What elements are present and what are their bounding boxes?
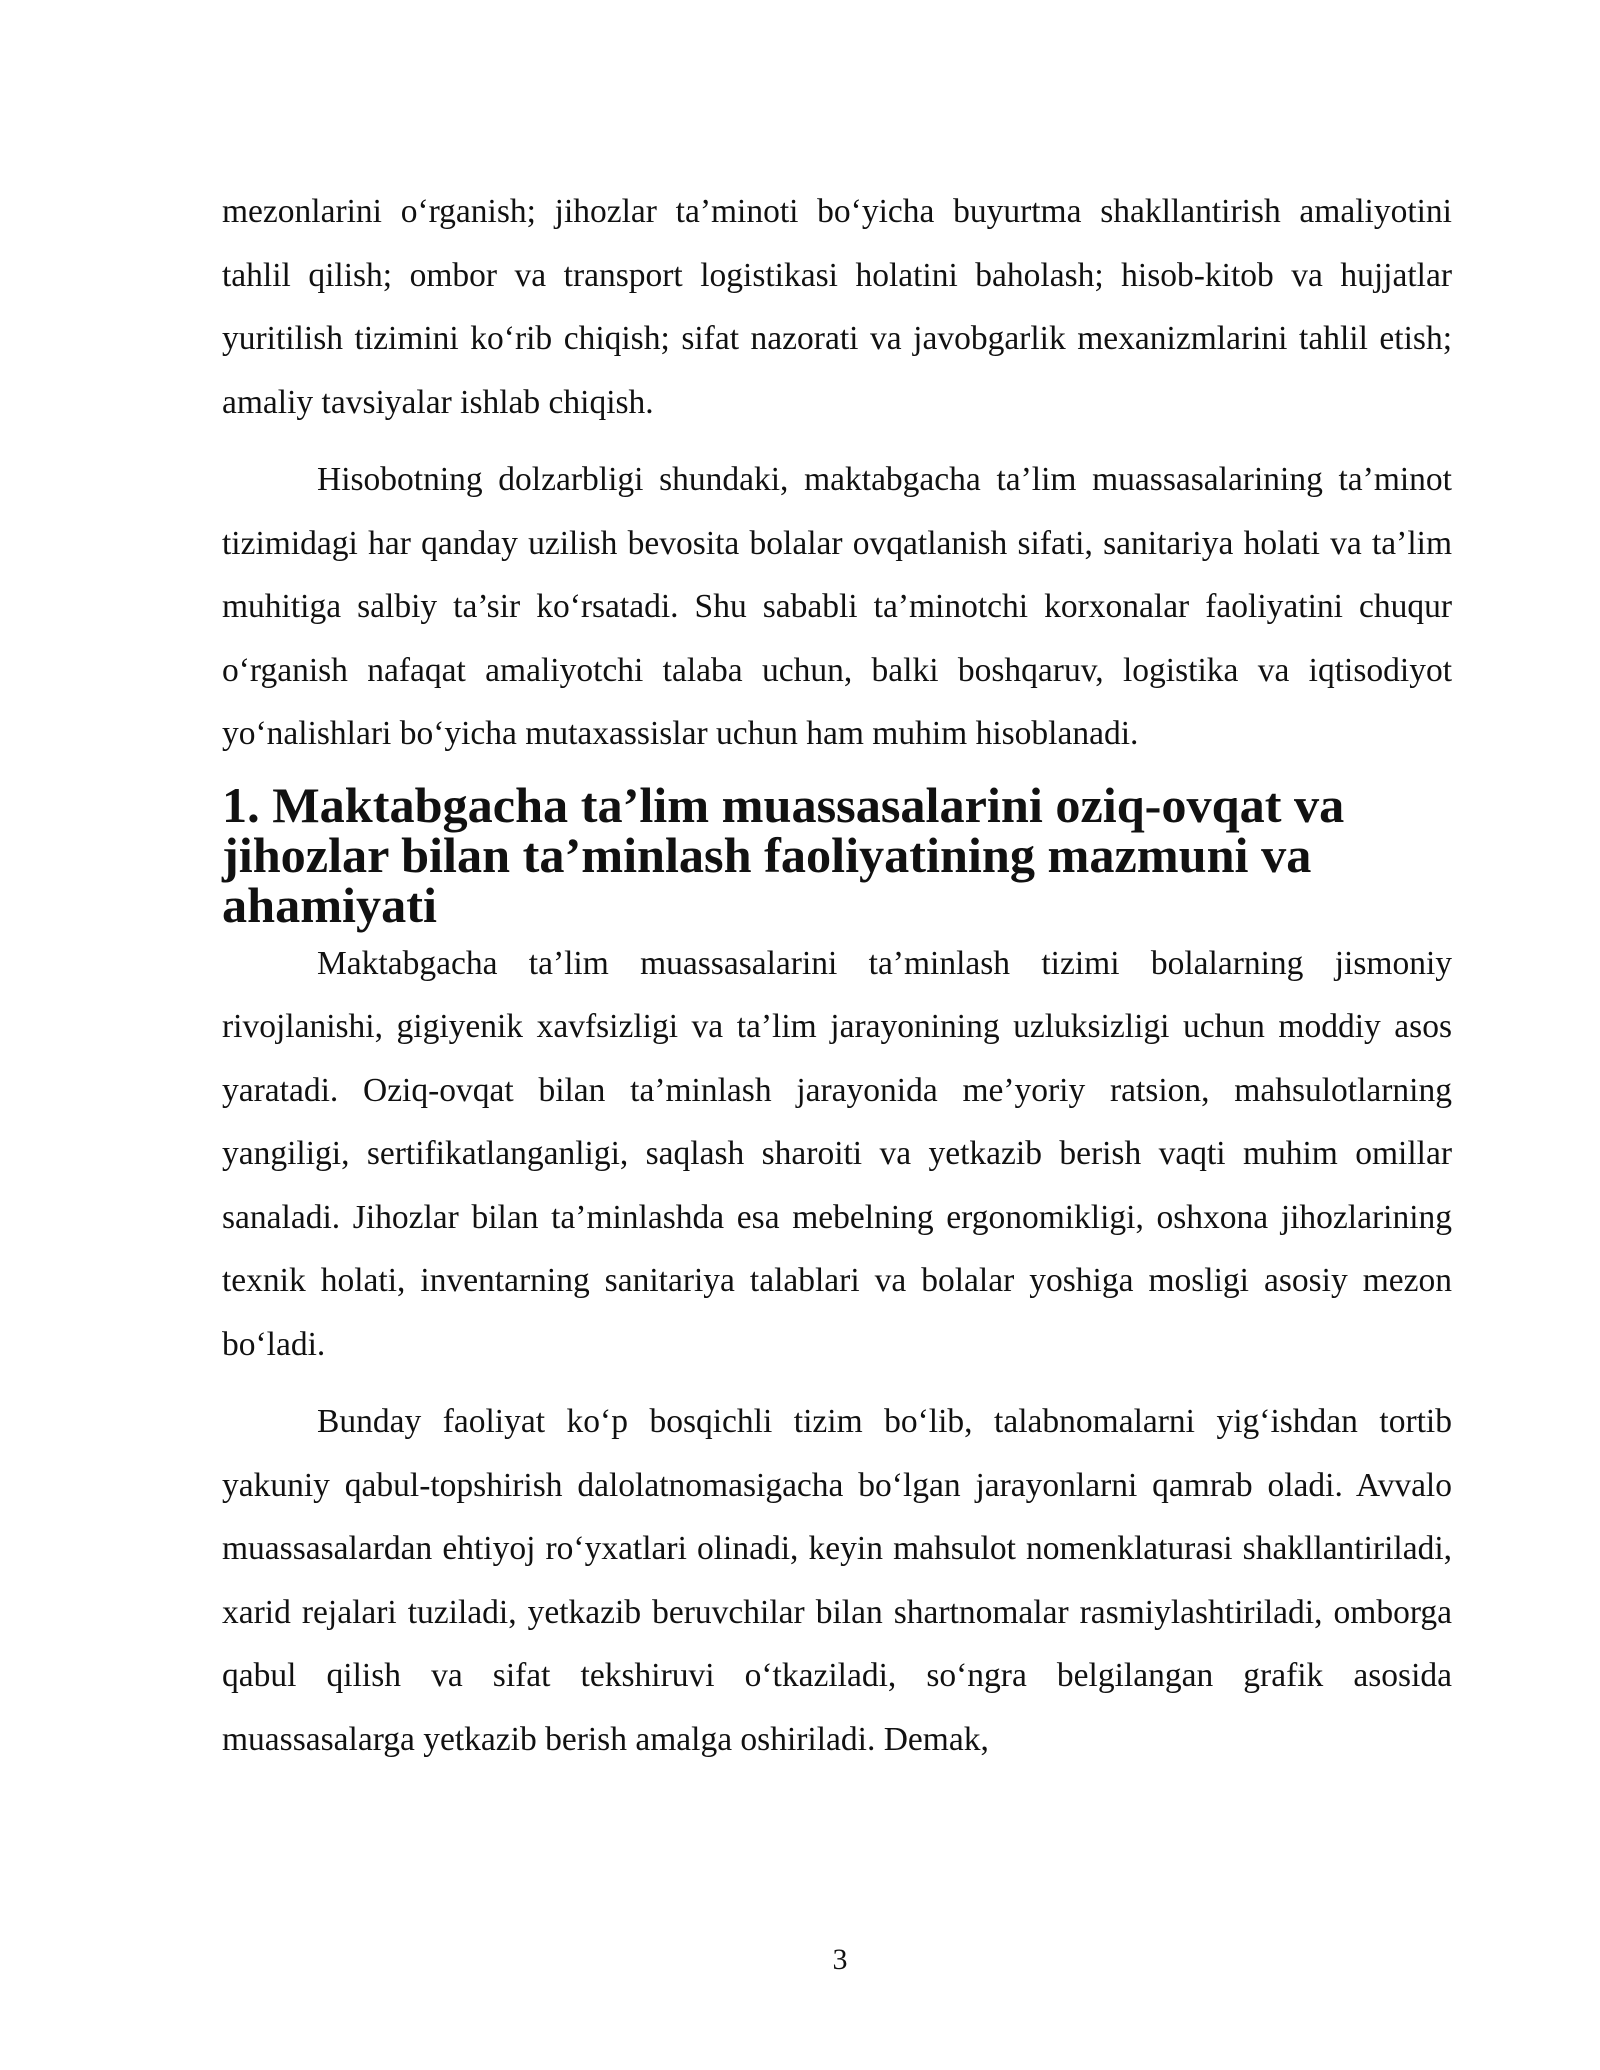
paragraph-multistage-process: Bunday faoliyat ko‘p bosqichli tizim bo‘lib, talabnomalarni yig‘ishdan tortib yakuniy qabul-topshirish dalolatnomasigacha bo‘lgan jarayonlarni qamrab oladi. Avvalo muassasalardan ehtiyoj ro‘yxatlari olinadi, keyin mahsulot nomenklaturasi shakllantiriladi, xarid rejalari tuziladi, yetkazib beruvchilar bilan shartnomalar rasmiylashtiriladi, omborga qabul qilish va sifat tekshiruvi o‘tkaziladi, so‘ngra belgilangan grafik asosida muassasalarga yetkazib berish amalga oshiriladi. Demak,	[222, 1403, 1452, 1758]
paragraph-supply-system: Maktabgacha ta’lim muassasalarini ta’minlash tizimi bolalarning jismoniy rivojlanishi, gigiyenik xavfsizligi va ta’lim jarayonining uzluksizligi uchun moddiy asos yaratadi. Oziq-ovqat bilan ta’minlash jarayonida me’yoriy ratsion, mahsulotlarning yangiligi, sertifikatlanganligi, saqlash sharoiti va yetkazib berish vaqti muhim omillar sanaladi. Jihozlar bilan ta’minlashda esa mebelning ergonomikligi, oshxona jihozlarining texnik holati, inventarning sanitariya talablari va bolalar yoshiga mosligi asosiy mezon bo‘ladi.	[222, 944, 1452, 1363]
page-number: 3	[832, 1943, 848, 1976]
paragraph-relevance: Hisobotning dolzarbligi shundaki, maktabgacha ta’lim muassasalarining ta’minot tizimidagi har qanday uzilish bevosita bolalar ovqatlanish sifati, sanitariya holati va ta’lim muhitiga salbiy ta’sir ko‘rsatadi. Shu sababli ta’minotchi korxonalar faoliyatini chuqur o‘rganish nafaqat amaliyotchi talaba uchun, balki boshqaruv, logistika va iqtisodiyot yo‘nalishlari bo‘yicha mutaxassislar uchun ham muhim hisoblanadi.	[222, 461, 1452, 752]
section-heading: 1. Maktabgacha ta’lim muassasalarini oziq-ovqat va jihozlar bilan ta’minlash faoliyatining mazmuni va ahamiyati	[222, 776, 1345, 933]
paragraph-continuation: mezonlarini o‘rganish; jihozlar ta’minoti bo‘yicha buyurtma shakllantirish amaliyotini tahlil qilish; ombor va transport logistikasi holatini baholash; hisob-kitob va hujjatlar yuritilish tizimini ko‘rib chiqish; sifat nazorati va javobgarlik mexanizmlarini tahlil etish; amaliy tavsiyalar ishlab chiqish.	[222, 193, 1452, 421]
page-body	[222, 180, 1452, 1771]
